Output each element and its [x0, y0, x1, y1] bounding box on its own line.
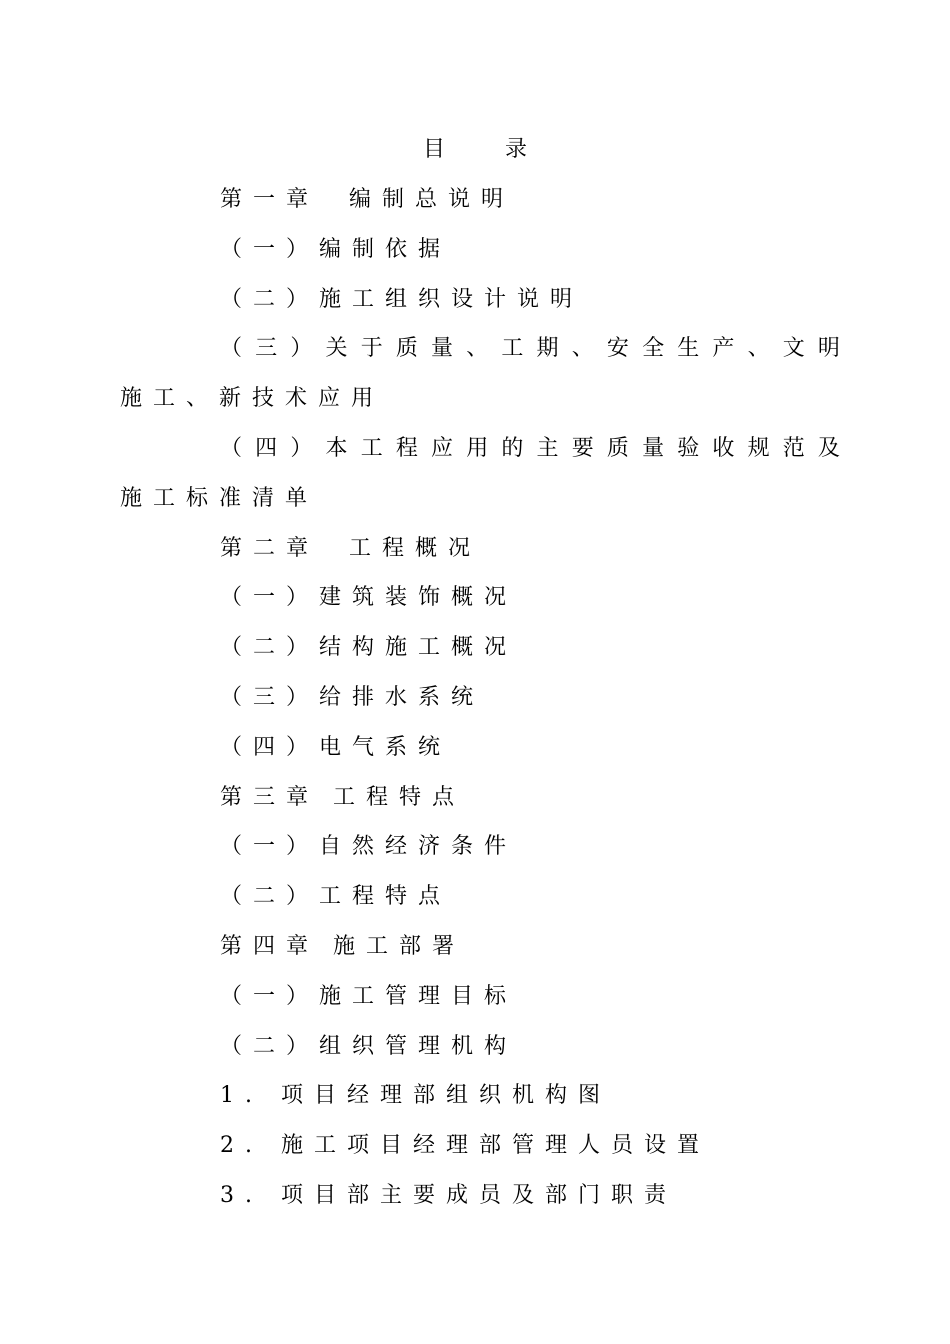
toc-entry-text: （ 三 ） 关 于 质 量 、 工 期 、 安 全 生 产 、 文 明	[220, 336, 840, 362]
toc-entry-text: 3. 项目部主要成员及部门职责	[220, 1182, 677, 1208]
table-of-contents	[0, 183, 950, 1229]
toc-line	[0, 930, 950, 980]
toc-chapter-title: 施工部署	[333, 933, 466, 959]
toc-line	[0, 581, 950, 631]
toc-line	[0, 980, 950, 1030]
toc-line	[0, 283, 950, 333]
toc-line	[0, 631, 950, 681]
toc-line	[0, 830, 950, 880]
toc-entry-text: （三）给排水系统	[220, 684, 485, 710]
toc-title-left: 目	[422, 137, 445, 162]
toc-entry-text: （一）施工管理目标	[220, 983, 518, 1009]
toc-line	[0, 731, 950, 781]
toc-line	[0, 781, 950, 831]
toc-line	[0, 1129, 950, 1179]
toc-entry-text: 施工、新技术应用	[120, 386, 385, 412]
toc-line	[0, 1030, 950, 1080]
toc-entry-text: （一）建筑装饰概况	[220, 585, 518, 611]
toc-line	[0, 880, 950, 930]
toc-line	[0, 681, 950, 731]
toc-entry-text: （二）组织管理机构	[220, 1033, 518, 1059]
toc-line	[0, 233, 950, 283]
toc-line	[0, 1179, 950, 1229]
toc-line	[0, 532, 950, 582]
toc-entry-text: （一）编制依据	[220, 236, 452, 262]
toc-entry-text: （二）结构施工概况	[220, 635, 518, 661]
toc-line	[0, 183, 950, 233]
toc-line	[0, 382, 950, 432]
toc-entry-text: （ 四 ） 本 工 程 应 用 的 主 要 质 量 验 收 规 范 及	[220, 435, 840, 461]
toc-entry-text: （二）施工组织设计说明	[220, 286, 584, 312]
toc-title	[0, 133, 950, 167]
toc-line	[0, 332, 840, 382]
toc-chapter-title: 工程特点	[333, 784, 466, 810]
toc-entry-text: 1. 项目经理部组织机构图	[220, 1083, 611, 1109]
toc-line	[0, 482, 950, 532]
toc-line	[0, 432, 840, 482]
toc-chapter-number: 第二章	[220, 535, 320, 561]
toc-entry-text: （一）自然经济条件	[220, 834, 518, 860]
toc-entry-text: （四）电气系统	[220, 734, 452, 760]
toc-chapter-title: 工程概况	[349, 535, 482, 561]
toc-entry-text: （二）工程特点	[220, 884, 452, 910]
toc-chapter-number: 第四章	[220, 933, 320, 959]
toc-chapter-number: 第一章	[220, 187, 320, 212]
toc-title-right: 录	[505, 137, 528, 162]
toc-chapter-title: 编制总说明	[349, 187, 515, 212]
toc-entry-text: 施工标准清单	[120, 485, 319, 511]
toc-entry-text: 2. 施工项目经理部管理人员设置	[220, 1133, 710, 1159]
toc-line	[0, 1079, 950, 1129]
toc-chapter-number: 第三章	[220, 784, 320, 810]
